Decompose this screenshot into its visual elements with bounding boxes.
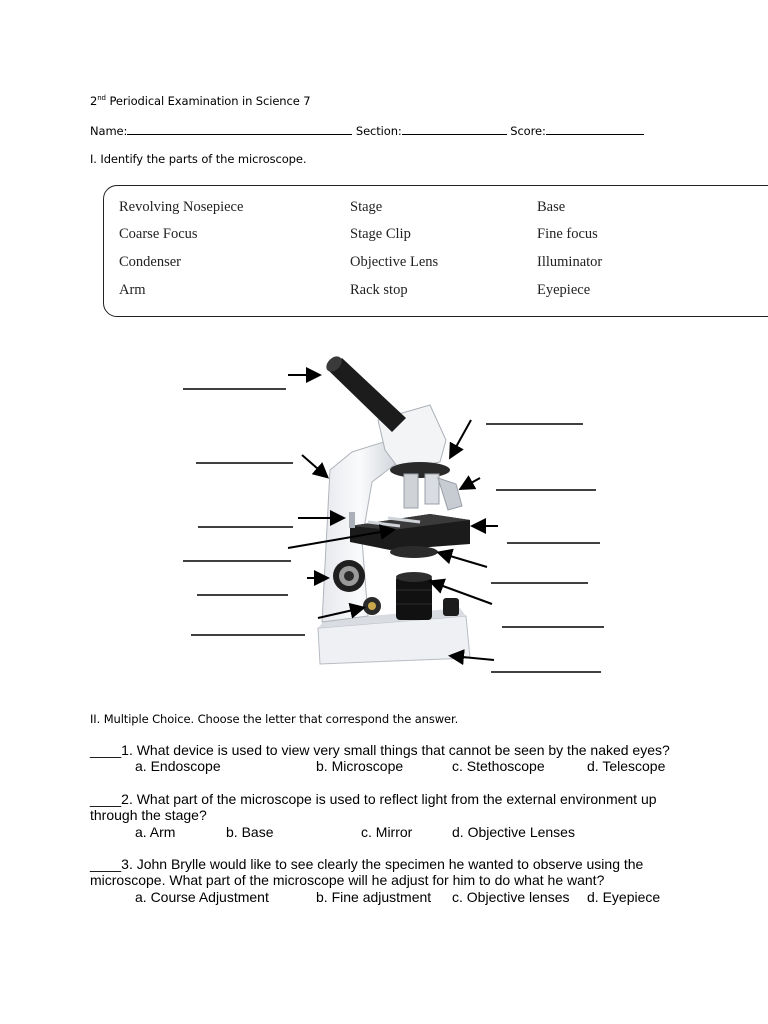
q1-option-b: b. Microscope xyxy=(316,758,404,774)
q2-option-b: b. Base xyxy=(226,824,274,840)
word-illuminator: Illuminator xyxy=(537,254,603,270)
word-condenser: Condenser xyxy=(119,254,182,270)
microscope-objectives xyxy=(404,474,462,510)
section-label: Section: xyxy=(355,124,402,138)
word-revolving-nosepiece: Revolving Nosepiece xyxy=(119,199,244,215)
score-label: Score: xyxy=(510,124,546,138)
word-stage: Stage xyxy=(350,199,383,215)
q2-option-a: a. Arm xyxy=(135,824,176,840)
right-answer-lines[interactable] xyxy=(486,424,604,672)
left-answer-lines[interactable] xyxy=(183,389,305,635)
student-info-line xyxy=(90,123,644,138)
q3-option-b: b. Fine adjustment xyxy=(316,889,432,905)
q2-option-c: c. Mirror xyxy=(361,824,413,840)
microscope-condenser xyxy=(390,546,438,558)
name-label: Name: xyxy=(90,124,128,138)
answer-blank-2[interactable]: ____ xyxy=(90,791,122,807)
word-rack-stop: Rack stop xyxy=(350,282,408,298)
microscope-eyepiece xyxy=(323,353,406,432)
microscope-diagram xyxy=(170,350,610,690)
q1-option-a: a. Endoscope xyxy=(135,758,221,774)
answer-blank-1[interactable]: ____ xyxy=(90,742,122,758)
question-3-text: 3. John Brylle would like to see clearly the specimen he wanted to observe using the microscope. What part of the microscope will he adjust for him to do what he want? xyxy=(90,856,644,888)
question-1-text: 1. What device is used to view very small things that cannot be seen by the naked eyes? xyxy=(121,742,670,758)
question-2-text: 2. What part of the microscope is used to reflect light from the external environment up through the stage? xyxy=(90,791,657,823)
question-3 xyxy=(90,856,650,888)
q3-option-c: c. Objective lenses xyxy=(452,889,570,905)
answer-blank-3[interactable]: ____ xyxy=(90,856,122,872)
question-1 xyxy=(90,742,690,758)
question-2 xyxy=(90,791,665,823)
word-fine-focus: Fine focus xyxy=(537,226,598,242)
part1-instruction: I. Identify the parts of the microscope. xyxy=(90,152,307,166)
title-text: Periodical Examination in Science 7 xyxy=(105,94,311,108)
q3-option-a: a. Course Adjustment xyxy=(135,889,269,905)
q3-option-d: d. Eyepiece xyxy=(587,889,661,905)
microscope-nosepiece xyxy=(390,462,450,478)
name-field[interactable] xyxy=(127,123,352,135)
exam-title xyxy=(90,94,310,108)
microscope-illuminator xyxy=(396,572,432,620)
word-coarse-focus: Coarse Focus xyxy=(119,226,198,242)
microscope-stage xyxy=(349,512,470,550)
word-arm: Arm xyxy=(119,282,146,298)
word-stage-clip: Stage Clip xyxy=(350,226,411,242)
q1-option-c: c. Stethoscope xyxy=(452,758,545,774)
microscope-switch-knob xyxy=(443,598,459,616)
score-field[interactable] xyxy=(546,123,644,135)
word-base: Base xyxy=(537,199,566,215)
q1-option-d: d. Telescope xyxy=(587,758,666,774)
word-eyepiece: Eyepiece xyxy=(537,282,591,298)
part2-instruction: II. Multiple Choice. Choose the letter that correspond the answer. xyxy=(90,712,459,726)
word-bank-box xyxy=(103,185,768,317)
title-superscript: nd xyxy=(97,94,106,103)
title-number: 2 xyxy=(90,94,98,108)
q2-option-d: d. Objective Lenses xyxy=(452,824,575,840)
section-field[interactable] xyxy=(402,123,507,135)
word-objective-lens: Objective Lens xyxy=(350,254,439,270)
